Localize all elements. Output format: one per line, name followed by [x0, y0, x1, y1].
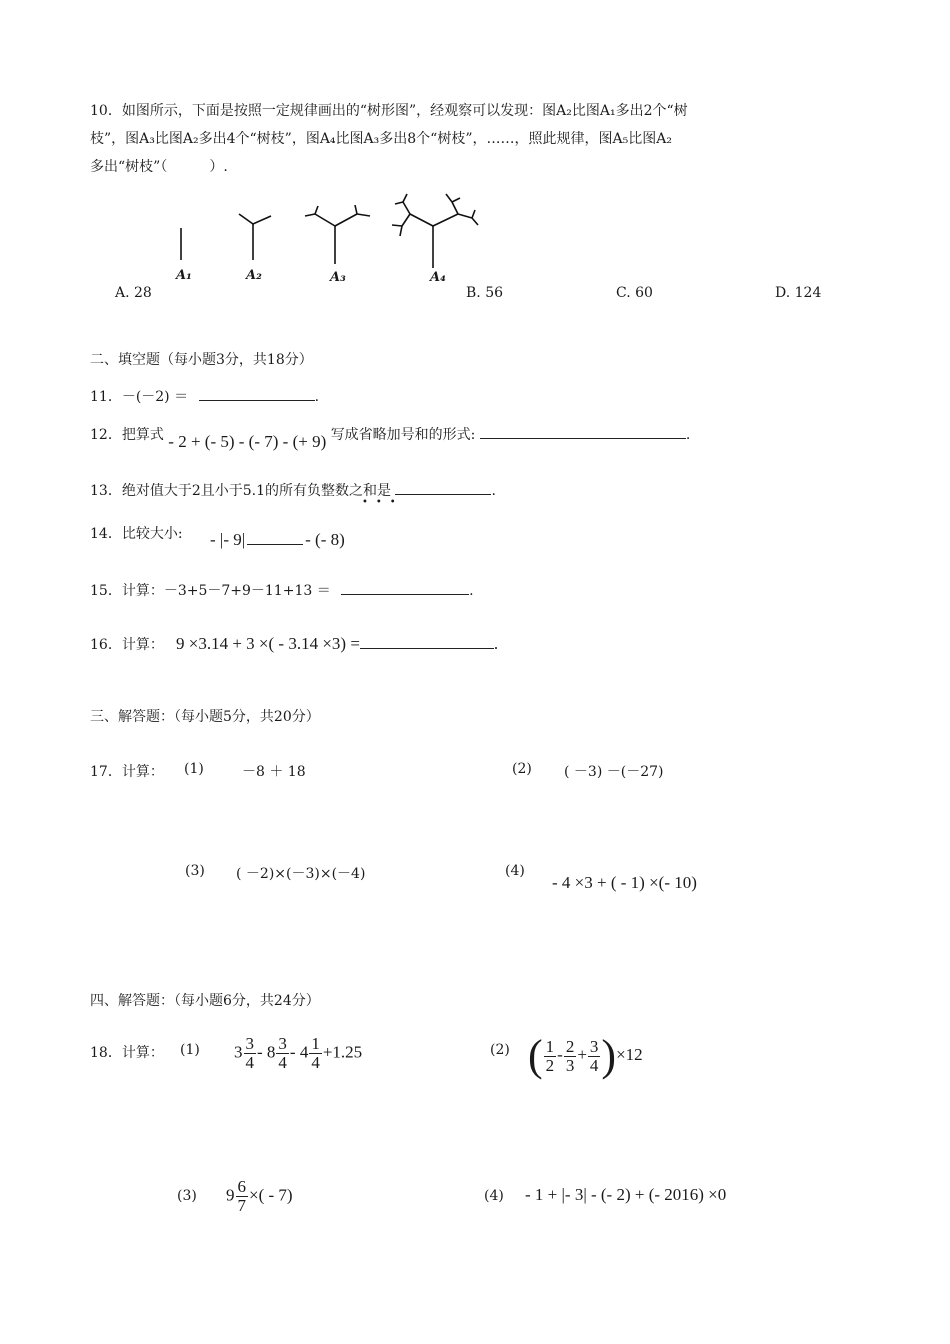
q14-left: - |- 9|: [210, 530, 246, 549]
q18-p4-label: (4): [484, 1188, 504, 1204]
q18-p3-tail: ×( - 7): [249, 1185, 293, 1205]
q11-text: 11．－(－2) ＝: [90, 389, 189, 405]
q16: [90, 634, 164, 654]
fig-label-a2: A₂: [246, 268, 262, 283]
q15: 15．计算：－3+5－7+9－11+13 ＝ .: [90, 580, 474, 600]
q14: [90, 523, 183, 543]
q18-p2-right-paren: ): [601, 1031, 617, 1080]
q18-p2-num3: 3: [589, 1036, 599, 1056]
q16-answer-blank[interactable]: [360, 639, 494, 649]
q18-p1-whole3: - 4: [289, 1042, 309, 1062]
tree-a2: [239, 214, 271, 260]
tree-a3: [305, 205, 370, 264]
q18-p3-den: 7: [237, 1196, 246, 1215]
q18-p1-whole2: - 8: [257, 1042, 276, 1062]
section2-title: 二、填空题（每小题3分，共18分）: [90, 352, 313, 368]
q18-p2-tail: ×12: [616, 1044, 643, 1064]
fig-label-a1: A₁: [176, 268, 192, 283]
q18-p3: [226, 1178, 293, 1215]
q18-p2-label: (2): [490, 1042, 510, 1058]
q18-p1-whole1: 3: [234, 1042, 243, 1062]
q13-text: 13．绝对值大于2且小于5.1的所有负整数之和是: [90, 483, 391, 499]
q18-p3-whole: 9: [226, 1185, 235, 1205]
q10-line1: 10．如图所示，下面是按照一定规律画出的“树形图”，经观察可以发现：图A₂比图A₁多出2个“树: [90, 103, 688, 119]
q18-p2-den3: 4: [589, 1055, 599, 1075]
q18-p2-frac1: [544, 1038, 557, 1075]
q17-p4: - 4 ×3 + ( - 1) ×(- 10): [552, 873, 697, 892]
q18-p2-num1: 1: [545, 1036, 555, 1056]
q17-p4-label: (4): [505, 863, 525, 879]
q17-p1: －8 ＋ 18: [242, 764, 306, 780]
q11-answer-blank[interactable]: [199, 386, 315, 401]
q18-p1-den3: 4: [311, 1053, 320, 1072]
q18-p2-den2: 3: [565, 1055, 575, 1075]
q18-p1-frac1: [244, 1035, 257, 1072]
q14-right: - (- 8): [305, 530, 345, 549]
q18-p1-frac3: [309, 1035, 322, 1072]
section3-title: 三、解答题：（每小题5分，共20分）: [90, 709, 320, 725]
q13-emphasis-dots: •••: [362, 497, 404, 508]
q18-p2-num2: 2: [565, 1036, 575, 1056]
q12-prefix: 12．把算式: [90, 427, 164, 443]
section4-title: 四、解答题：（每小题6分，共24分）: [90, 993, 320, 1009]
q17-p3-label: (3): [185, 863, 205, 879]
q14-answer-blank[interactable]: [247, 535, 303, 545]
q18-p2-op2: +: [577, 1044, 587, 1064]
q17-p1-label: (1): [184, 761, 204, 777]
q13-answer-blank[interactable]: [395, 480, 491, 495]
option-c: C. 60: [616, 285, 653, 301]
q14-expression: [210, 530, 345, 550]
option-a: A. 28: [115, 285, 152, 301]
q18-p1: [234, 1035, 362, 1072]
q13: 13．绝对值大于2且小于5.1的所有负整数之和是 .: [90, 480, 496, 500]
option-b: B. 56: [466, 285, 504, 301]
q18-p2-op1: -: [557, 1044, 563, 1064]
q16-expr: 9 ×3.14 + 3 ×( - 3.14 ×3) =: [176, 634, 360, 653]
q16-prefix: 16．计算：: [90, 637, 164, 653]
q18-p2-left-paren: (: [528, 1031, 543, 1080]
q18-p2: [528, 1031, 643, 1080]
q18-p1-label: (1): [180, 1042, 200, 1058]
q17-p2: ( －3) －(－27): [564, 764, 664, 780]
q18-p1-tail: +1.25: [322, 1042, 363, 1062]
q18-p3-frac: [236, 1178, 249, 1215]
option-d: D. 124: [775, 285, 822, 301]
q17-prefix: 17．计算：: [90, 764, 164, 780]
fig-label-a3: A₃: [330, 270, 346, 285]
q18-p2-frac3: [588, 1038, 601, 1075]
q18-p3-num: 6: [237, 1177, 246, 1196]
tree-a4: [392, 194, 478, 268]
q16-expression: 9 ×3.14 + 3 ×( - 3.14 ×3) = .: [176, 634, 499, 653]
q12-suffix: 写成省略加号和的形式:: [330, 427, 476, 443]
q18-p1-num3: 1: [311, 1034, 320, 1053]
q17-p2-label: (2): [512, 761, 532, 777]
fig-label-a4: A₄: [430, 270, 446, 285]
q15-text: 15．计算：－3+5－7+9－11+13 ＝: [90, 583, 331, 599]
q18-p4: - 1 + |- 3| - (- 2) + (- 2016) ×0: [525, 1185, 727, 1204]
q18-p1-den2: 4: [278, 1053, 287, 1072]
q17-p3: ( －2)×(－3)×(－4): [236, 866, 366, 882]
q12-answer-blank[interactable]: [480, 424, 686, 439]
q18-prefix: 18．计算：: [90, 1045, 164, 1061]
q18-p2-den1: 2: [545, 1055, 555, 1075]
q18-p2-frac2: [564, 1038, 577, 1075]
q18-p1-den1: 4: [245, 1053, 254, 1072]
q10-line3: 多出“树枝”（ ）.: [90, 159, 228, 175]
q18-p3-label: (3): [177, 1188, 197, 1204]
q14-prefix: 14．比较大小:: [90, 526, 183, 542]
q18-p1-frac2: [276, 1035, 289, 1072]
q15-answer-blank[interactable]: [341, 580, 469, 595]
q18-p1-num2: 3: [278, 1034, 287, 1053]
q10-line2: 枝”，图A₃比图A₂多出4个“树枝”，图A₄比图A₃多出8个“树枝”，……，照此规律，图A₅比图A₂: [90, 131, 672, 147]
q11: 11．－(－2) ＝ .: [90, 386, 319, 406]
q12-expression: - 2 + (- 5) - (- 7) - (+ 9): [168, 432, 327, 451]
q12: 12．把算式 - 2 + (- 5) - (- 7) - (+ 9) 写成省略加号和的形式: .: [90, 424, 690, 444]
q18-p1-num1: 3: [245, 1034, 254, 1053]
